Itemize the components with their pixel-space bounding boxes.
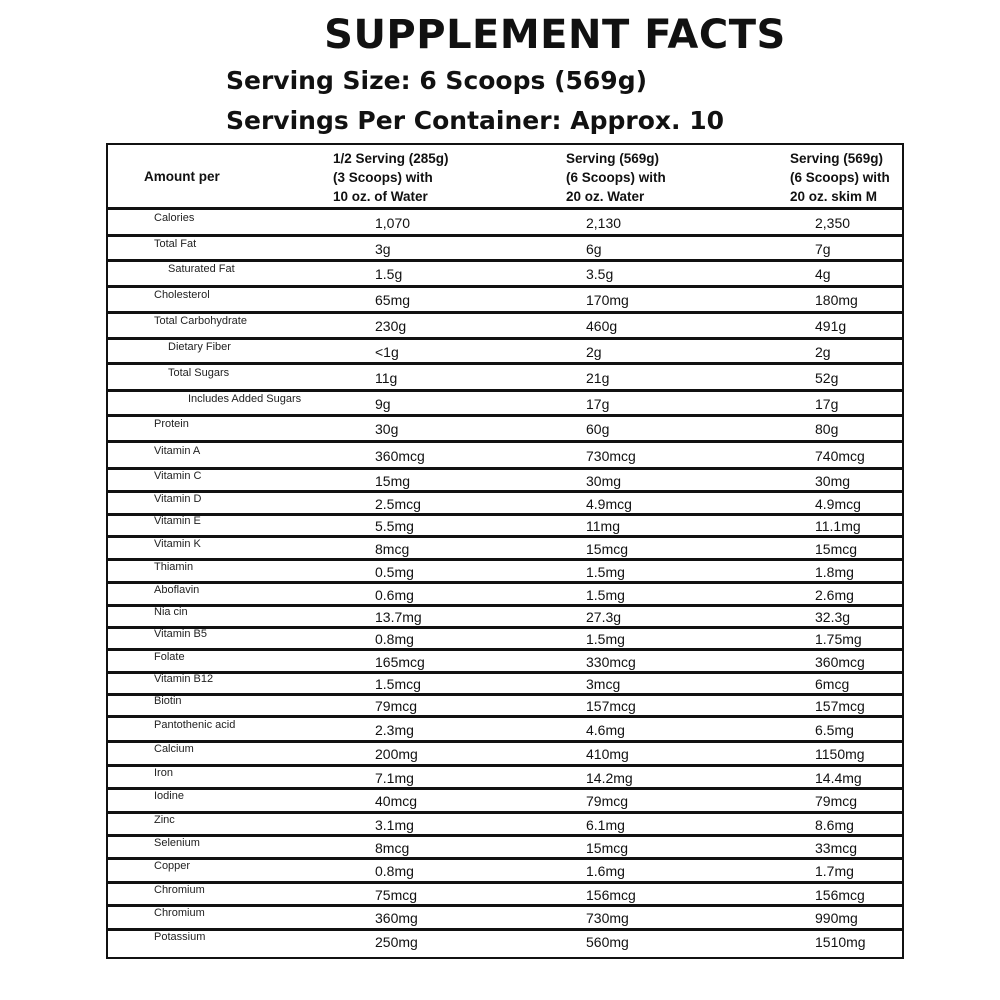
nutrient-value: 410mg [586,746,629,762]
nutrient-value: 170mg [586,292,629,308]
nutrient-value: 1.75mg [815,631,862,647]
nutrient-value: 6g [586,241,602,257]
nutrient-value: 15mcg [586,840,629,856]
nutrient-value: 180mg [815,292,858,308]
nutrient-value: 30mg [815,473,851,489]
table-row [108,513,902,535]
nutrient-value: 17g [815,396,839,412]
nutrient-value: 1.7mg [815,863,854,879]
nutrient-value: 8mcg [375,840,410,856]
nutrient-value: 17g [586,396,610,412]
nutrient-value: 27.3g [586,609,622,625]
nutrient-value: 4.6mg [586,722,625,738]
nutrient-value: 9g [375,396,391,412]
nutrient-value: 11g [375,370,398,386]
table-row [108,787,902,811]
nutrient-value: 740mcg [815,448,865,464]
nutrient-name: Total Carbohydrate [154,315,247,327]
table-row [108,490,902,513]
nutrient-value: 15mg [375,473,411,489]
table-row [108,626,902,648]
nutrient-value: 3g [375,241,391,257]
nutrient-value: 11.1mg [815,518,861,534]
nutrient-name: Calcium [154,743,194,755]
nutrient-value: 250mg [375,934,418,950]
nutrient-value: 157mcg [586,698,636,714]
table-row [108,414,902,440]
nutrient-name: Vitamin A [154,445,201,457]
nutrient-name: Dietary Fiber [168,341,231,353]
nutrient-value: 1.5mg [586,564,625,580]
table-row [108,234,902,259]
nutrient-value: 33mcg [815,840,858,856]
table-row [108,881,902,904]
table-row [108,764,902,787]
nutrient-value: 1.5g [375,266,403,282]
table-row [108,581,902,604]
nutrient-name: Protein [154,418,189,430]
nutrient-value: 30g [375,421,399,437]
header-column-half-serving [333,149,449,206]
nutrient-value: 200mg [375,746,418,762]
table-row [108,440,902,467]
nutrient-value: 156mcg [586,887,636,903]
table-row [108,285,902,311]
nutrient-value: 1.8mg [815,564,854,580]
nutrient-name: Vitamin K [154,538,201,550]
nutrient-name: Copper [154,860,191,872]
nutrient-name: Saturated Fat [168,263,235,275]
nutrient-name: Iron [154,767,173,779]
nutrient-name: Vitamin E [154,515,201,527]
nutrient-value: 730mg [586,910,629,926]
nutrient-name: Pantothenic acid [154,719,236,731]
nutrient-value: 990mg [815,910,858,926]
nutrient-value: 1,070 [375,215,411,231]
header-line: 1/2 Serving (285g) [333,151,449,166]
nutrient-value: 52g [815,370,839,386]
table-row [108,834,902,857]
nutrient-name: Includes Added Sugars [188,393,302,405]
table-row [108,558,902,581]
table-row [108,337,902,362]
nutrient-value: 2g [586,344,602,360]
nutrient-name: Total Sugars [168,367,230,379]
table-row [108,604,902,626]
nutrient-value: 7.1mg [375,770,414,786]
header-amount-per: Amount per [144,169,220,184]
nutrient-value: 79mcg [375,698,418,714]
header-line: (3 Scoops) with [333,170,433,185]
nutrient-value: 2.3mg [375,722,414,738]
table-row [108,904,902,928]
header-line: (6 Scoops) with [566,170,666,185]
nutrient-name: Total Fat [154,238,197,250]
nutrient-value: 15mcg [586,541,629,557]
nutrient-value: 560mg [586,934,629,950]
nutrient-value: 1510mg [815,934,866,950]
nutrient-value: 8.6mg [815,817,854,833]
nutrient-name: Aboflavin [154,584,200,596]
nutrient-value: 15mcg [815,541,858,557]
nutrient-value: 460g [586,318,618,334]
table-row [108,740,902,764]
table-header [108,145,902,209]
nutrient-value: 2.6mg [815,587,854,603]
header-column-serving-water [566,149,666,206]
nutrient-value: 6.1mg [586,817,625,833]
table-row [108,535,902,558]
nutrient-value: 4g [815,266,831,282]
nutrient-value: 2,130 [586,215,622,231]
nutrient-value: 0.6mg [375,587,414,603]
nutrient-value: 11mg [586,518,620,534]
nutrient-value: 32.3g [815,609,851,625]
nutrient-value: 21g [586,370,610,386]
nutrient-value: 157mcg [815,698,865,714]
nutrient-value: 75mcg [375,887,418,903]
nutrient-value: 14.4mg [815,770,862,786]
nutrient-value: 79mcg [586,793,629,809]
nutrient-name: Thiamin [154,561,194,573]
table-row [108,715,902,740]
nutrient-value: 14.2mg [586,770,633,786]
nutrient-value: 80g [815,421,839,437]
nutrient-value: 79mcg [815,793,858,809]
table-row [108,648,902,671]
nutrient-value: 6mcg [815,676,850,692]
nutrient-value: 0.8mg [375,631,414,647]
nutrient-name: Nia cin [154,606,188,618]
header-line: 10 oz. of Water [333,189,428,204]
nutrient-value: 3.1mg [375,817,414,833]
nutrient-name: Zinc [154,814,175,826]
nutrient-name: Chromium [154,907,205,919]
nutrient-value: 2.5mcg [375,496,421,512]
serving-size: Serving Size: 6 Scoops (569g) [226,66,648,95]
nutrient-value: <1g [375,344,399,360]
nutrient-name: Folate [154,651,185,663]
nutrient-value: 1.6mg [586,863,625,879]
nutrient-value: 1150mg [815,746,865,762]
nutrient-value: 156mcg [815,887,865,903]
nutrient-value: 330mcg [586,654,636,670]
nutrient-name: Vitamin B12 [154,673,214,685]
nutrient-value: 230g [375,318,407,334]
table-row [108,671,902,693]
nutrient-value: 1.5mg [586,587,625,603]
header-line: 20 oz. skim M [790,189,878,204]
nutrient-value: 40mcg [375,793,418,809]
nutrient-value: 4.9mcg [586,496,632,512]
table-row [108,362,902,389]
header-line: Serving (569g) [790,151,884,166]
nutrient-name: Biotin [154,695,182,707]
table-row [108,928,902,952]
page-title: SUPPLEMENT FACTS [324,12,786,58]
nutrient-value: 7g [815,241,831,257]
nutrient-value: 1.5mg [586,631,625,647]
nutrient-name: Cholesterol [154,289,210,301]
servings-per-container: Servings Per Container: Approx. 10 [226,106,724,135]
nutrient-value: 3.5g [586,266,614,282]
nutrient-name: Chromium [154,884,205,896]
nutrient-value: 0.5mg [375,564,414,580]
header-column-serving-milk [790,149,890,206]
header-line: Serving (569g) [566,151,660,166]
nutrient-value: 360mg [375,910,418,926]
nutrient-value: 6.5mg [815,722,854,738]
table-row [108,811,902,834]
table-row [108,259,902,285]
nutrient-value: 5.5mg [375,518,414,534]
header-line: 20 oz. Water [566,189,645,204]
table-row [108,693,902,715]
table-row [108,467,902,490]
header-line: (6 Scoops) with [790,170,890,185]
nutrient-value: 3mcg [586,676,621,692]
nutrient-value: 1.5mcg [375,676,421,692]
nutrient-value: 8mcg [375,541,410,557]
nutrient-value: 4.9mcg [815,496,861,512]
nutrient-value: 2g [815,344,831,360]
nutrient-value: 165mcg [375,654,425,670]
nutrient-value: 360mcg [815,654,865,670]
nutrient-value: 730mcg [586,448,636,464]
nutrient-name: Selenium [154,837,200,849]
table-row [108,311,902,337]
nutrient-name: Iodine [154,790,184,802]
nutrient-name: Vitamin B5 [154,628,207,640]
nutrient-value: 60g [586,421,610,437]
nutrient-value: 13.7mg [375,609,422,625]
table-row [108,389,902,414]
supplement-facts-table [106,143,904,959]
nutrient-value: 491g [815,318,847,334]
nutrient-value: 30mg [586,473,622,489]
nutrient-name: Vitamin C [154,470,202,482]
nutrient-name: Potassium [154,931,206,943]
table-row [108,207,902,234]
nutrient-value: 360mcg [375,448,425,464]
nutrient-name: Calories [154,212,195,224]
table-row [108,857,902,881]
nutrient-value: 2,350 [815,215,851,231]
nutrient-name: Vitamin D [154,493,202,505]
nutrient-value: 65mg [375,292,411,308]
nutrient-value: 0.8mg [375,863,414,879]
